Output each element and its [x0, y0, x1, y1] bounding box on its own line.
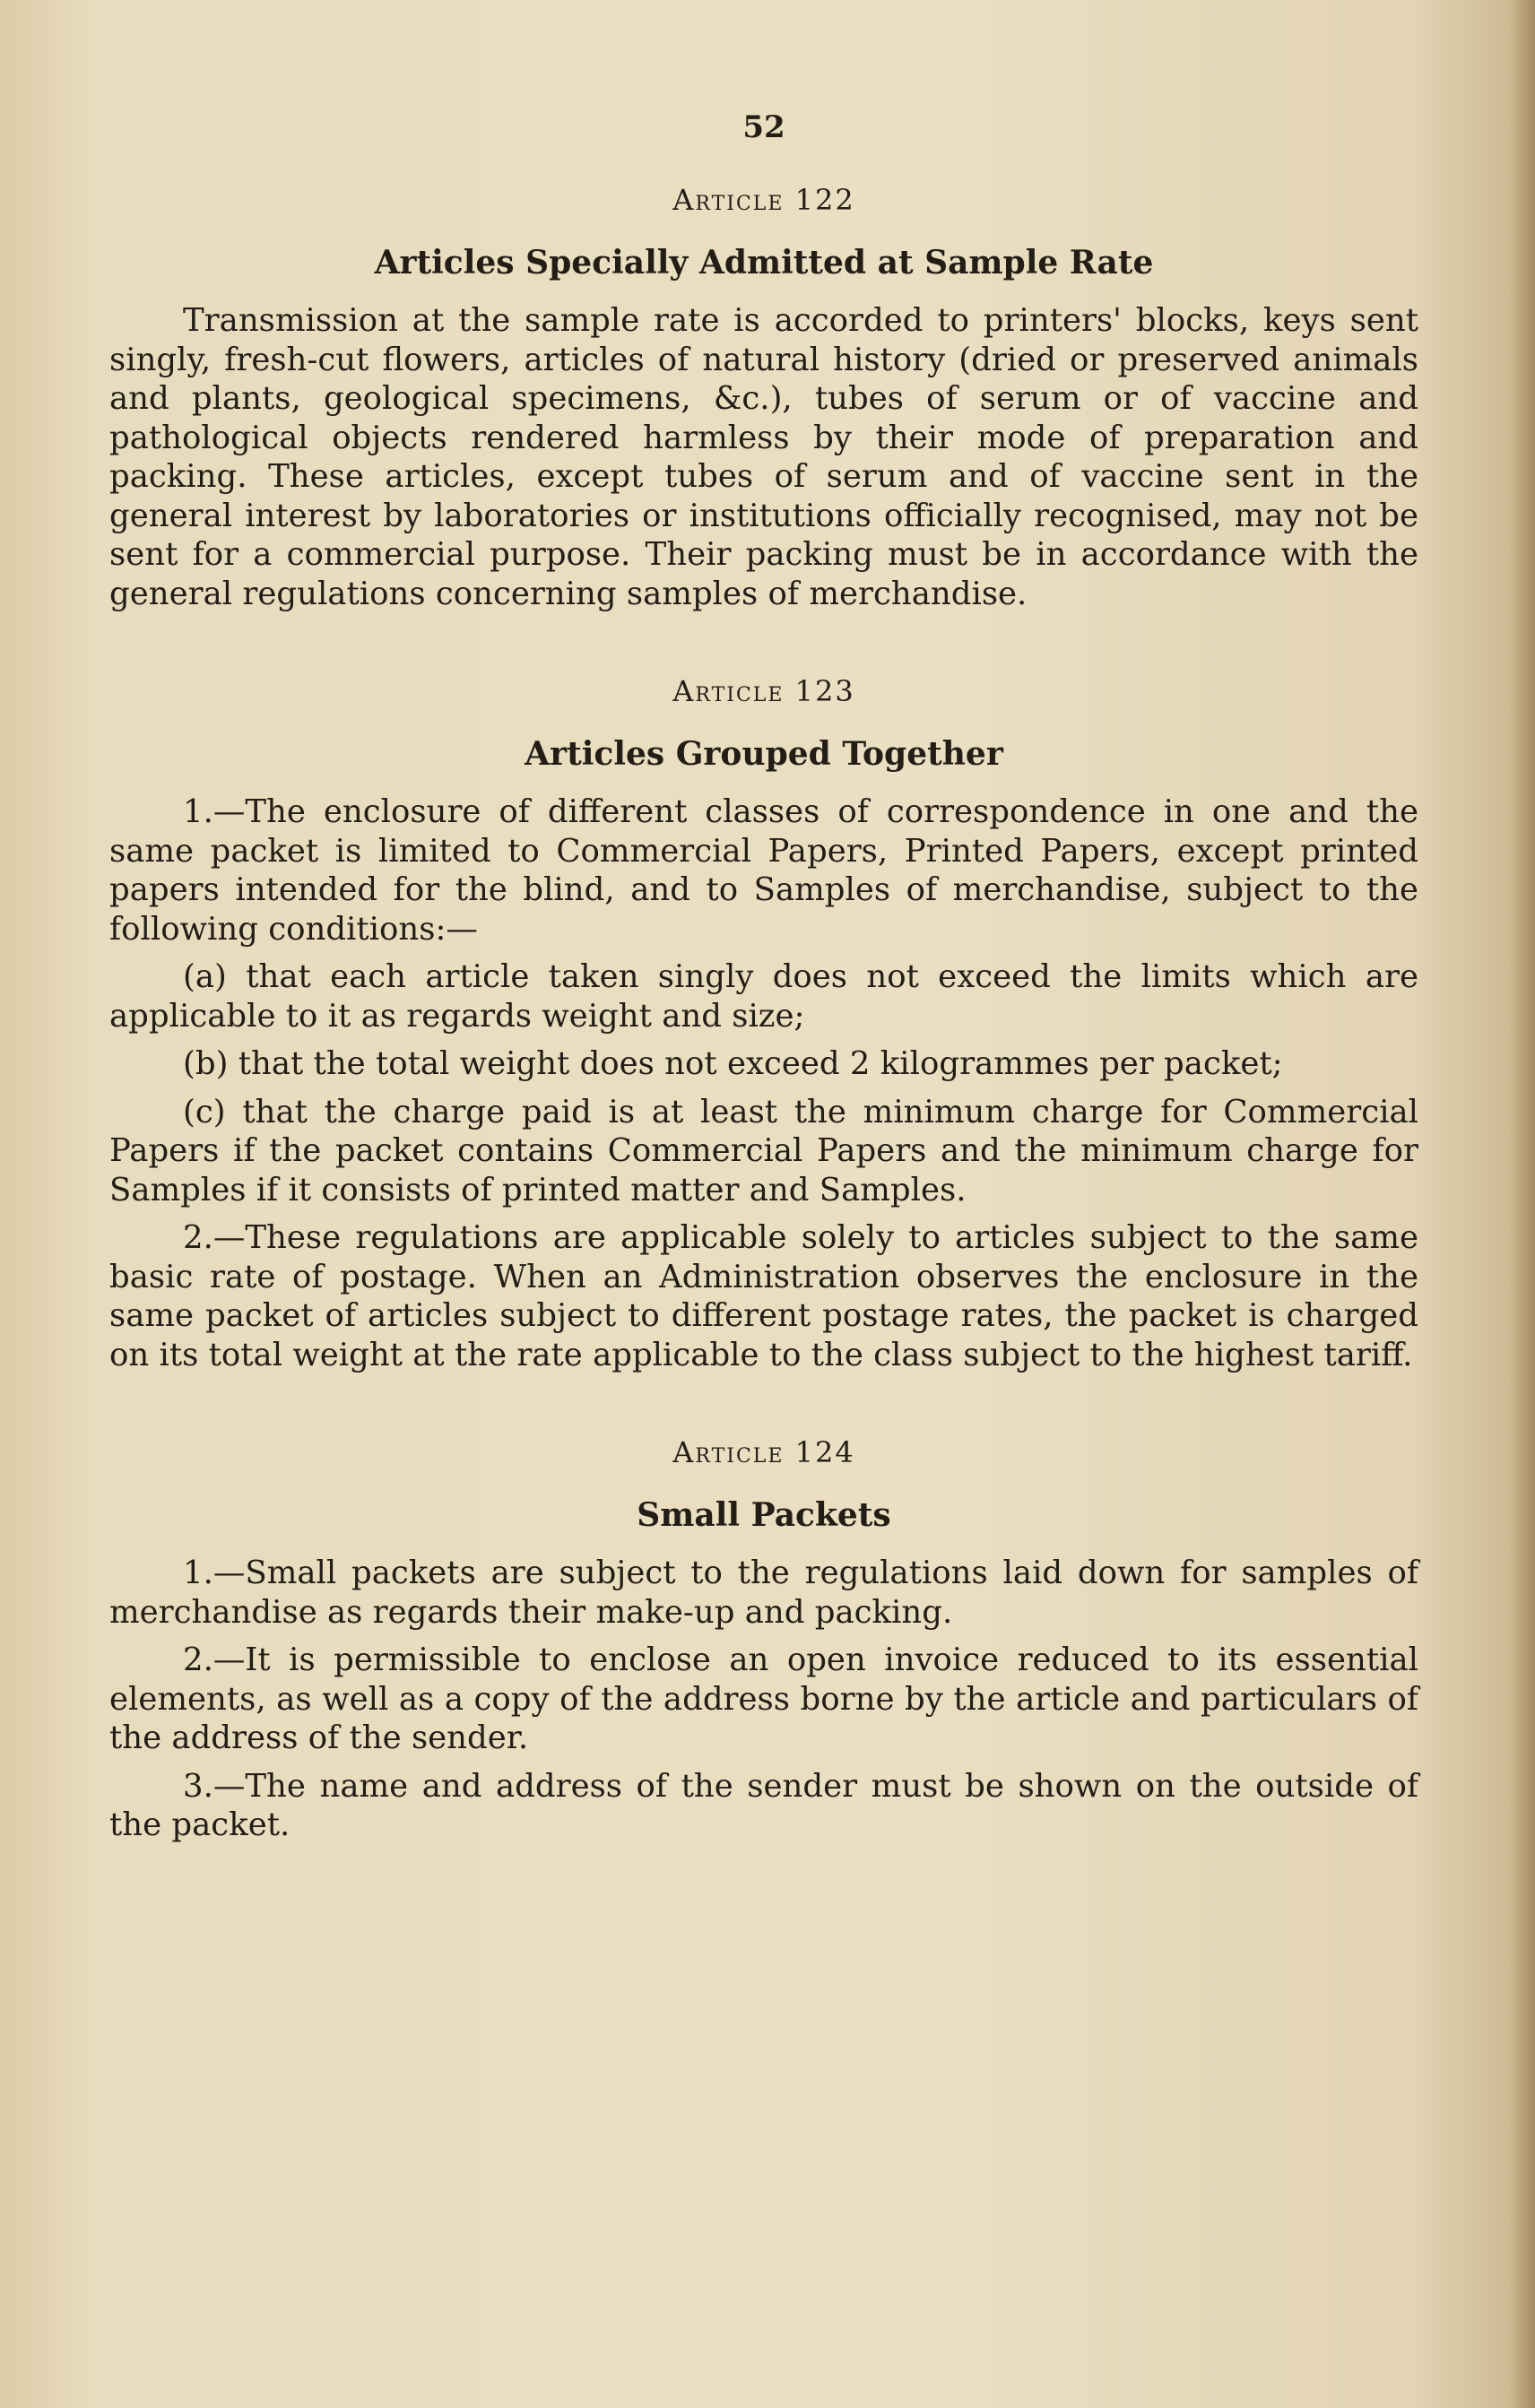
article-124	[109, 1435, 1418, 1845]
article-paragraph: Transmission at the sample rate is accorded to printers' blocks, keys sent singly, fresh-cut flowers, articles of natural history (dried or preserved animals and plants, geological specimens, &c.), tubes of serum or of vaccine and pathological objects rendered harmless by their mode of preparation and packing. These articles, except tubes of serum and of vaccine sent in the general interest by laboratories or institutions officially recognised, may not be sent for a commercial purpose. Their packing must be in accordance with the general regulations concerning samples of merchandise.	[109, 302, 1418, 612]
condition-item-a: (a) that each article taken singly does not exceed the limits which are applicable to it as regards weight and size;	[109, 958, 1418, 1035]
page-content	[109, 90, 1418, 1906]
condition-item-b: (b) that the total weight does not exceed 2 kilogrammes per packet;	[183, 1045, 1283, 1082]
article-title: Articles Grouped Together	[525, 735, 1003, 773]
article-paragraph: 2.—It is permissible to enclose an open invoice reduced to its essential elements, as well as a copy of the address borne by the article and particulars of the address of the sender.	[109, 1641, 1418, 1756]
article-title: Articles Specially Admitted at Sample Rate	[374, 244, 1154, 282]
article-paragraph: 3.—The name and address of the sender must be shown on the outside of the packet.	[109, 1767, 1418, 1843]
article-123	[109, 674, 1418, 1374]
article-paragraph: 1.—Small packets are subject to the regulations laid down for samples of merchandise as regards their make-up and packing.	[109, 1555, 1418, 1631]
article-paragraph: 2.—These regulations are applicable solely to articles subject to the same basic rate of postage. When an Administration observes the enclosure in the same packet of articles subject to different postage rates, the packet is charged on its total weight at the rate applicable to the class subject to the highest tariff.	[109, 1219, 1418, 1373]
article-label: Article 123	[672, 674, 855, 708]
article-paragraph: 1.—The enclosure of different classes of correspondence in one and the same packet is limited to Commercial Papers, Printed Papers, except printed papers intended for the blind, and to Samples of merchandise, subject to the following conditions:—	[109, 793, 1418, 948]
condition-item-c: (c) that the charge paid is at least the minimum charge for Commercial Papers if the packet contains Commercial Papers and the minimum charge for Samples if it consists of printed matter and Samples.	[109, 1093, 1418, 1208]
article-122	[109, 183, 1418, 613]
page-edge-shadow	[1508, 0, 1535, 2408]
article-label: Article 122	[672, 183, 855, 217]
article-title: Small Packets	[637, 1496, 891, 1534]
article-label: Article 124	[672, 1435, 855, 1469]
page-number: 52	[742, 109, 785, 145]
